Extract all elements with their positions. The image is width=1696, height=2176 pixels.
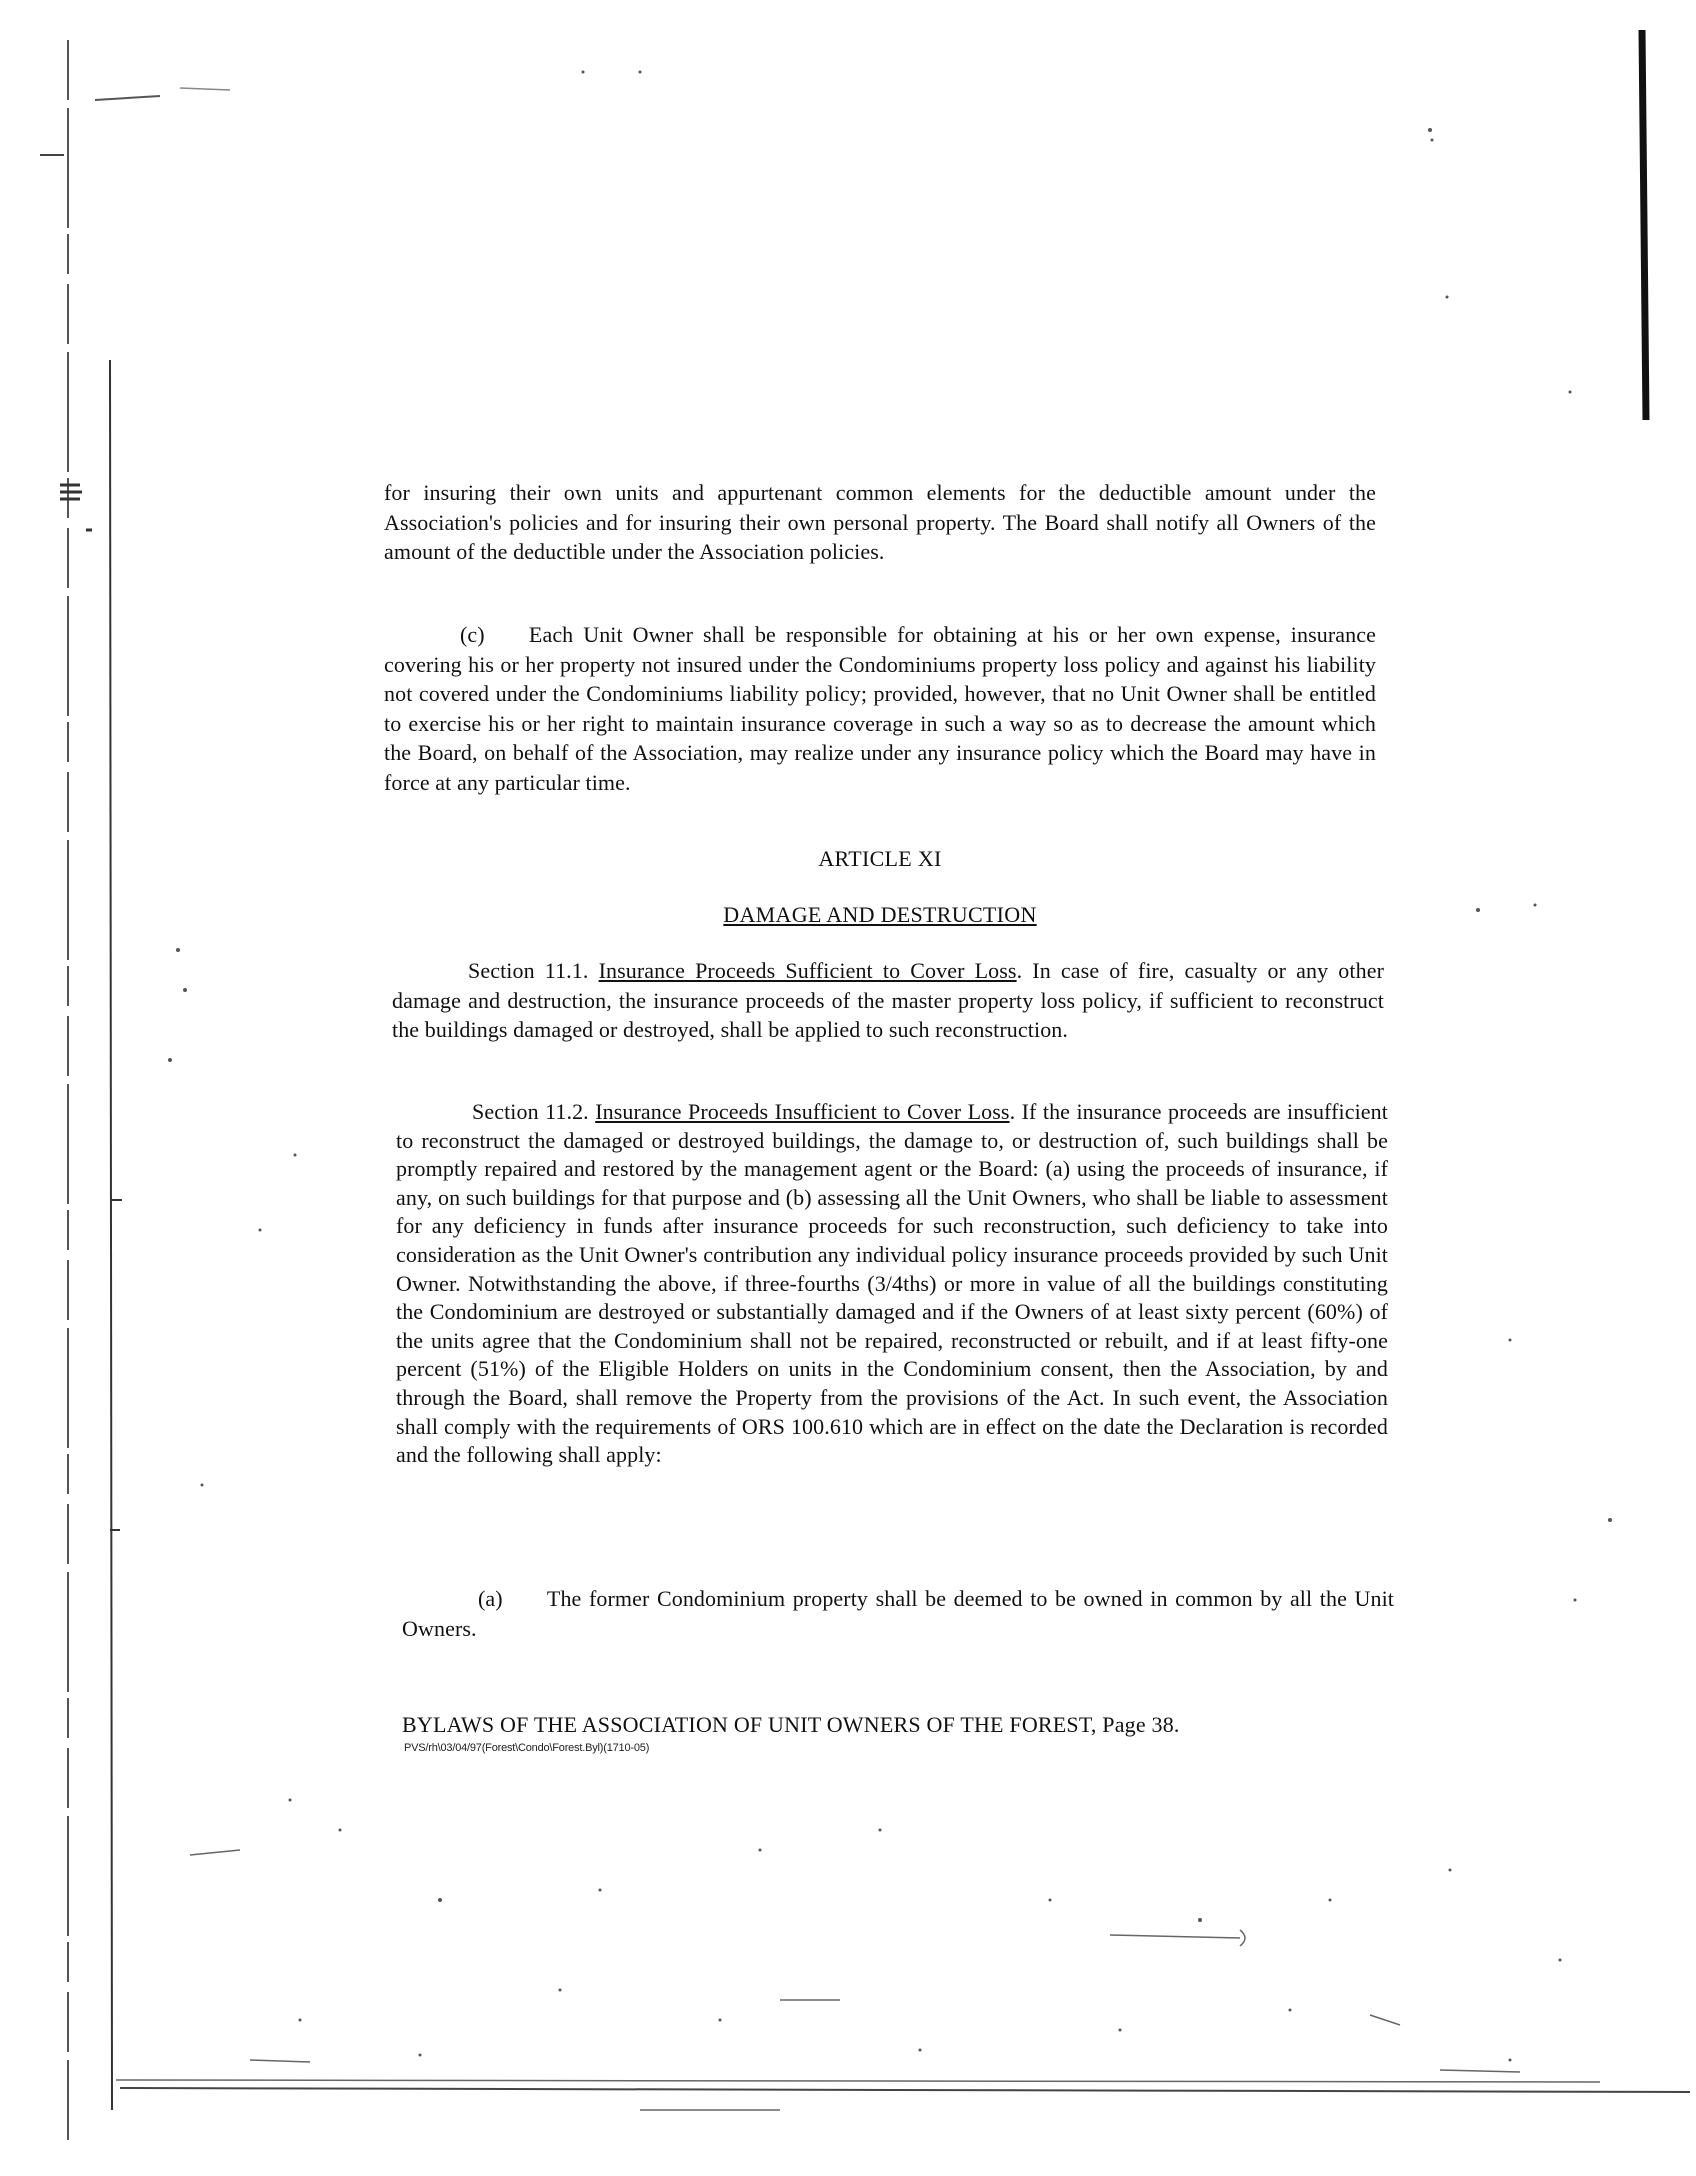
section-11-1 — [392, 956, 1384, 1045]
paragraph-c: (c) Each Unit Owner shall be responsible for obtaining at his or her own expense, insurance covering his or her property not insured under the Condominiums property loss policy and against his liability not covered under the Condominiums liability policy; provided, however, that no Unit Owner shall be entitled to exercise his or her right to maintain insurance coverage in such a way so as to decrease the amount which the Board, on behalf of the Association, may realize under any insurance policy which the Board may have in force at any particular time. — [384, 622, 1376, 795]
section-11-2 — [396, 1098, 1388, 1470]
section-11-2-number: Section 11.2. — [472, 1099, 589, 1124]
paragraph-a: (a) The former Condominium property shall be deemed to be owned in common by all the Unit Owners. — [402, 1586, 1394, 1641]
section-11-1-number: Section 11.1. — [468, 958, 589, 983]
article-title: DAMAGE AND DESTRUCTION — [723, 902, 1037, 927]
section-11-1-text: . In case of fire, casualty or any other damage and destruction, the insurance proceeds of the master property loss policy, if sufficient to reconstruct the buildings damaged or destroyed, shall be applied to such reconstruction. — [392, 958, 1384, 1042]
footer-code: PVS/rh\03/04/97(Forest\Condo\Forest.Byl)(1710-05) — [404, 1742, 650, 1754]
paragraph-carryover: for insuring their own units and appurtenant common elements for the deductible amount under the Association's policies and for insuring their own personal property. The Board shall notify all Owners of the amount of the deductible under the Association policies. — [384, 480, 1376, 564]
section-11-2-text: . If the insurance proceeds are insufficient to reconstruct the damaged or destroyed buildings, the damage to, or destruction of, such buildings shall be promptly repaired and restored by the management agent or the Board: (a) using the proceeds of insurance, if any, on such buildings for that purpose and (b) assessing all the Unit Owners, who shall be liable to assessment for any deficiency in funds after insurance proceeds for such reconstruction, such deficiency to take into consideration as the Unit Owner's contribution any individual policy insurance proceeds provided by such Unit Owner. Notwithstanding the above, if three-fourths (3/4ths) or more in value of all the buildings constituting the Condominium are destroyed or substantially damaged and if the Owners of at least sixty percent (60%) of the units agree that the Condominium shall not be repaired, reconstructed or rebuilt, and if at least fifty-one percent (51%) of the Eligible Holders on units in the Condominium consent, then the Association, by and through the Board, shall remove the Property from the provisions of the Act. In such event, the Association shall comply with the requirements of ORS 100.610 which are in effect on the date the Declaration is recorded and the following shall apply: — [396, 1099, 1388, 1468]
section-11-2-heading: Insurance Proceeds Insufficient to Cover Loss — [595, 1099, 1010, 1124]
footer-title: BYLAWS OF THE ASSOCIATION OF UNIT OWNERS OF THE FOREST, Page 38. — [402, 1712, 1180, 1737]
section-11-1-heading: Insurance Proceeds Sufficient to Cover Loss — [598, 958, 1017, 983]
article-number: ARTICLE XI — [818, 846, 942, 871]
